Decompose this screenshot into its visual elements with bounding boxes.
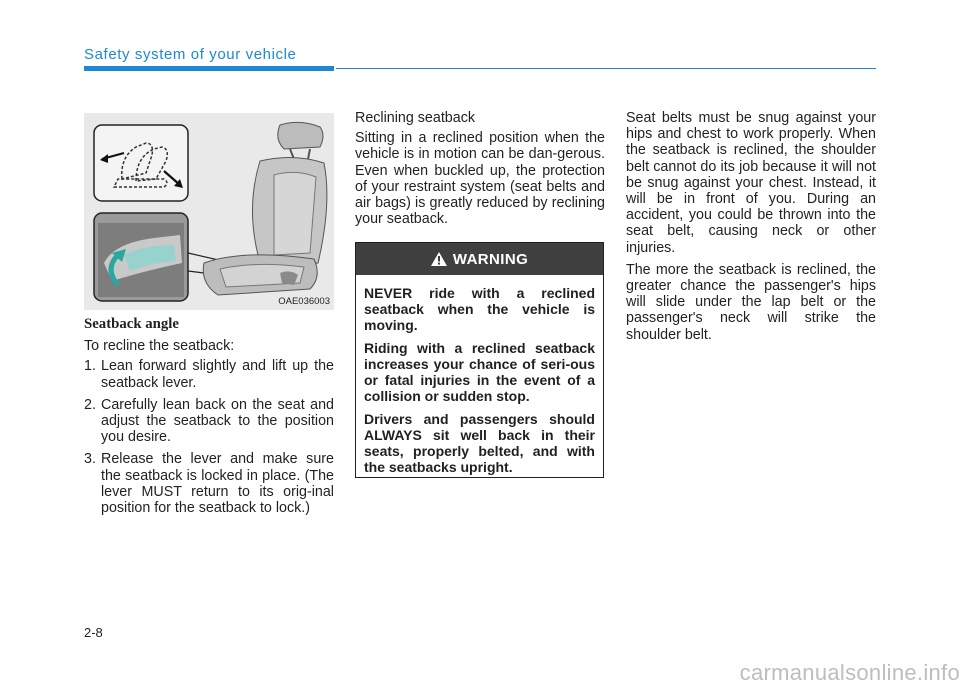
warning-body (356, 275, 603, 475)
warning-header (356, 243, 603, 275)
column-middle (355, 110, 605, 233)
step-number: 3. (84, 451, 96, 468)
step-text: Lean forward slightly and lift up the seatback lever. (101, 358, 334, 391)
step-number: 2. (84, 396, 96, 413)
figure-code: OAE036003 (278, 296, 330, 307)
seat-figure (84, 113, 334, 310)
section-title: Safety system of your vehicle (84, 46, 297, 63)
warning-paragraph: NEVER ride with a reclined seatback when the vehicle is moving. (364, 285, 595, 333)
header-rule (336, 68, 876, 69)
list-item (84, 451, 334, 516)
heading-reclining-seatback: Reclining seatback (355, 110, 476, 126)
warning-title: WARNING (452, 250, 529, 268)
watermark: carmanualsonline.info (739, 660, 960, 685)
paragraph-reclining: Sitting in a reclined position when the vehicle is in motion can be dan-gerous. Even when buckled up, the protection of your restraint system (seat belts and air bags) is greatly reduced by reclining your seatback. (355, 130, 605, 228)
list-item (84, 358, 334, 390)
step-text: Carefully lean back on the seat and adjust the seatback to the position you desire. (101, 396, 334, 446)
column-left (84, 316, 334, 522)
warning-triangle-icon (431, 252, 447, 266)
step-text: Release the lever and make sure the seatback is locked in place. (The lever MUST return to its orig-inal position for the seatback to lock.) (101, 451, 334, 517)
column-right (626, 110, 876, 349)
warning-paragraph: Riding with a reclined seatback increases your chance of seri-ous or fatal injuries in the event of a collision or sudden stop. (364, 340, 595, 404)
warning-paragraph: Drivers and passengers should ALWAYS sit well back in their seats, properly belted, and with the seatbacks upright. (364, 411, 595, 475)
subheading-seatback-angle: Seatback angle (84, 316, 179, 332)
warning-box (355, 242, 604, 478)
list-item (84, 397, 334, 446)
paragraph-recline-risk: The more the seatback is reclined, the greater chance the passenger's hips will slide under the lap belt or the passenger's neck will strike the shoulder belt. (626, 261, 876, 343)
recline-steps (84, 358, 334, 516)
seat-illustration (84, 113, 334, 310)
paragraph-seat-belts: Seat belts must be snug against your hips and chest to work properly. When the seatback is reclined, the shoulder belt cannot do its job because it will not be snug against your chest. Instead, it will be in front of you. During an accident, you could be thrown into the seat belt, causing neck or other injuries. (626, 110, 876, 256)
header-accent-bar (84, 66, 334, 71)
step-number: 1. (84, 358, 96, 375)
page-number: 2-8 (84, 625, 103, 640)
intro-text: To recline the seatback: (84, 338, 235, 355)
